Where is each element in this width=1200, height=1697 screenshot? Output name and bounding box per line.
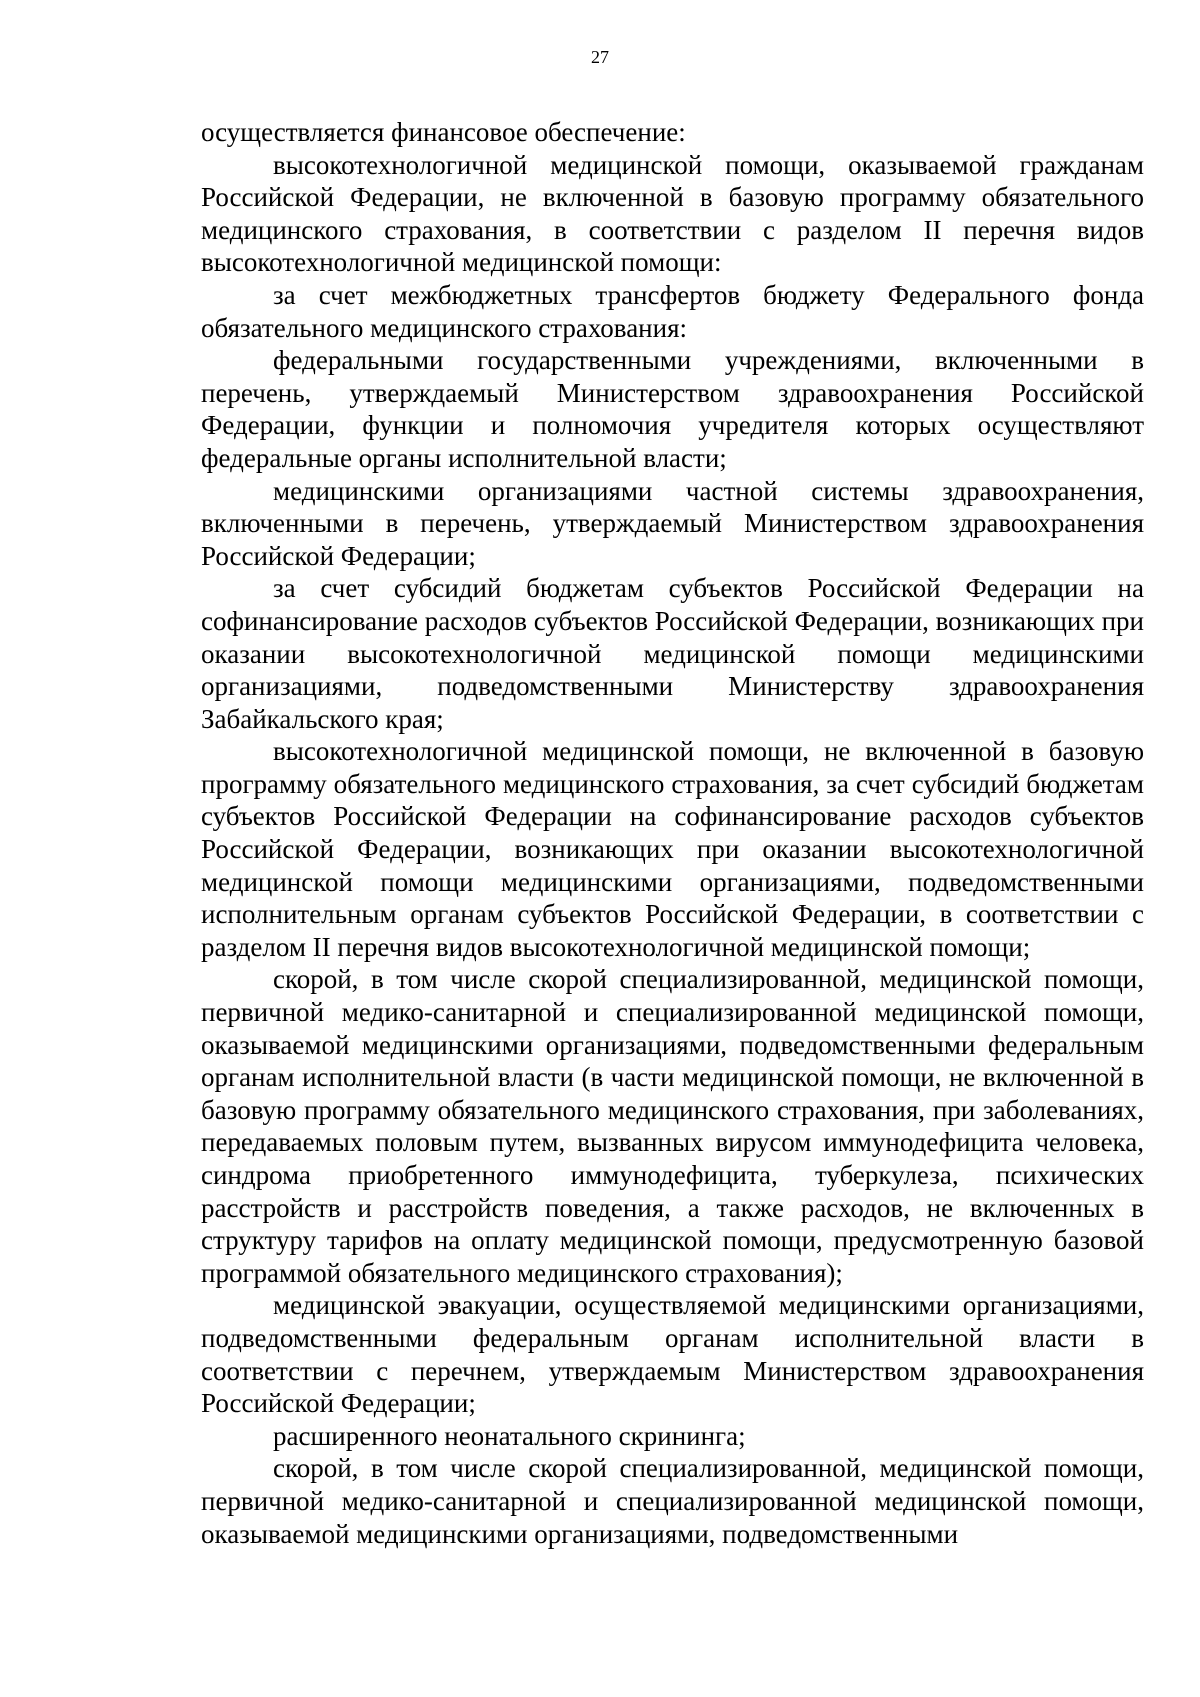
paragraph-11: скорой, в том числе скорой специализированной, медицинской помощи, первичной медико-санитарной и специализированной медицинской помощи, оказываемой медицинскими организациями, подведомственными	[201, 1453, 1144, 1549]
paragraph-5: медицинскими организациями частной системы здравоохранения, включенными в перечень, утверждаемый Министерством здравоохранения Российской Федерации;	[201, 475, 1144, 571]
page-number: 27	[591, 47, 609, 67]
document-body	[201, 116, 1144, 1550]
paragraph-8: скорой, в том числе скорой специализированной, медицинской помощи, первичной медико-санитарной и специализированной медицинской помощи, оказываемой медицинскими организациями, подведомственными федеральным органам исполнительной власти (в части медицинской помощи, не включенной в базовую программу обязательного медицинского страхования, при заболеваниях, передаваемых половым путем, вызванных вирусом иммунодефицита человека, синдрома приобретенного иммунодефицита, туберкулеза, психических расстройств и расстройств поведения, а также расходов, не включенных в структуру тарифов на оплату медицинской помощи, предусмотренную базовой программой обязательного медицинского страхования);	[201, 964, 1144, 1288]
paragraph-1: осуществляется финансовое обеспечение:	[201, 117, 686, 147]
paragraph-3: за счет межбюджетных трансфертов бюджету Федерального фонда обязательного медицинского страхования:	[201, 279, 1144, 343]
paragraph-2: высокотехнологичной медицинской помощи, оказываемой гражданам Российской Федерации, не включенной в базовую программу обязательного медицинского страхования, в соответствии с разделом II перечня видов высокотехнологичной медицинской помощи:	[201, 149, 1144, 278]
paragraph-4: федеральными государственными учреждениями, включенными в перечень, утверждаемый Министерством здравоохранения Российской Федерации, функции и полномочия учредителя которых осуществляют федеральные органы исполнительной власти;	[201, 345, 1144, 473]
paragraph-9: медицинской эвакуации, осуществляемой медицинскими организациями, подведомственными федеральным органам исполнительной власти в соответствии с перечнем, утверждаемым Министерством здравоохранения Российской Федерации;	[201, 1290, 1144, 1419]
paragraph-6: за счет субсидий бюджетам субъектов Российской Федерации на софинансирование расходов субъектов Российской Федерации, возникающих при оказании высокотехнологичной медицинской помощи медицинскими организациями, подведомственными Министерству здравоохранения Забайкальского края;	[201, 573, 1144, 734]
paragraph-7: высокотехнологичной медицинской помощи, не включенной в базовую программу обязательного медицинского страхования, за счет субсидий бюджетам субъектов Российской Федерации на софинансирование расходов субъектов Российской Федерации, возникающих при оказании высокотехнологичной медицинской помощи медицинскими организациями, подведомственными исполнительным органам субъектов Российской Федерации, в соответствии с разделом II перечня видов высокотехнологичной медицинской помощи;	[201, 736, 1144, 962]
paragraph-10: расширенного неонатального скрининга;	[273, 1420, 746, 1451]
